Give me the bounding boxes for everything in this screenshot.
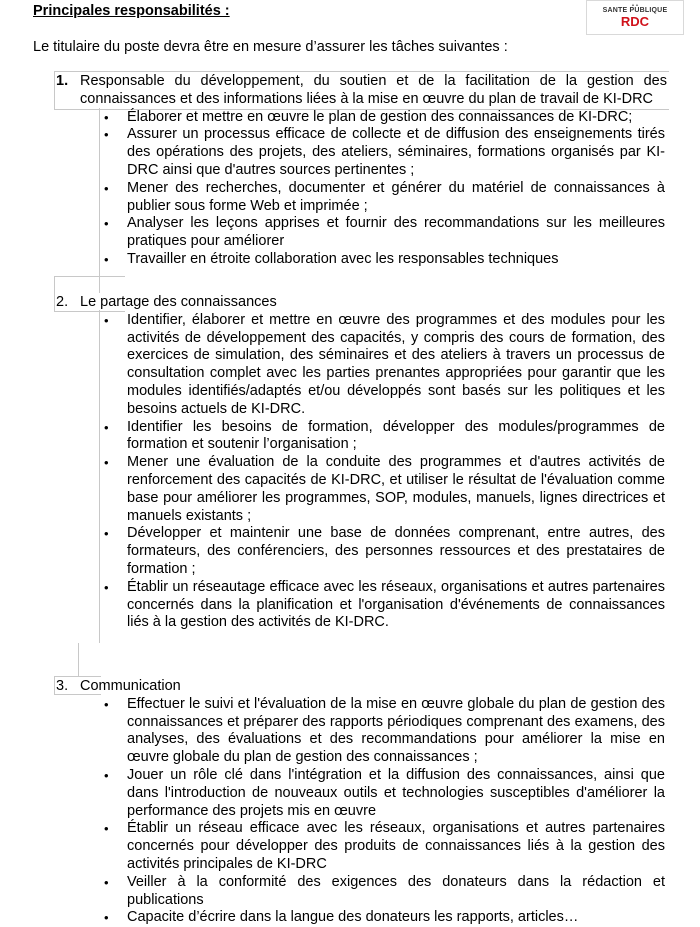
- list-item-text: Capacite d’écrire dans la langue des donateurs les rapports, articles…: [127, 909, 579, 926]
- logo: [586, 0, 684, 35]
- list-item-text: Effectuer le suivi et l'évaluation de la mise en œuvre globale du plan de gestion des connaissances et préparer des rapports périodiques comprenant des examens, des analyses, des évaluations et des recommandations pour améliorer la mise en œuvre globale du plan de gestion des connaissances ;: [127, 695, 665, 766]
- list-item-text: Élaborer et mettre en œuvre le plan de gestion des connaissances de KI-DRC;: [127, 108, 633, 125]
- list-item-text: Identifier les besoins de formation, développer des modules/programmes de formation et soutenir l’organisation ;: [127, 418, 665, 453]
- task-list: [0, 696, 700, 927]
- list-item: [0, 696, 665, 767]
- list-item-text: Analyser les leçons apprises et fournir des recommandations sur les meilleures pratiques pour améliorer: [127, 215, 665, 250]
- bullet-icon: •: [104, 910, 109, 926]
- section-title-text: Communication: [80, 678, 181, 694]
- logo-line2: RDC: [620, 14, 650, 29]
- section-number: 1.: [56, 73, 69, 89]
- section-title-text: Le partage des connaissances: [80, 294, 277, 310]
- logo-line1: SANTE PUBLIQUE: [602, 7, 668, 14]
- list-item-text: Établir un réseau efficace avec les réseaux, organisations et autres partenaires concernés pour développer des produits de connaissances liés à la gestion des activités principales de KI-DRC: [127, 820, 665, 872]
- section-title: [0, 73, 667, 109]
- list-item: [0, 579, 665, 632]
- list-item-text: Travailler en étroite collaboration avec les responsables techniques: [127, 250, 559, 267]
- bullet-icon: •: [104, 874, 109, 890]
- list-item: [0, 180, 665, 216]
- section-heading: Principales responsabilités :: [33, 3, 230, 19]
- section-title: [0, 294, 667, 312]
- list-item: [0, 820, 665, 873]
- section-title: [0, 678, 667, 696]
- list-item-text: Jouer un rôle clé dans l'intégration et la diffusion des connaissances, ainsi que dans l'introduction de nouveaux outils et technologies susceptibles d'améliorer la performance des projets mis en œuvre: [127, 766, 665, 819]
- task-list: [0, 109, 700, 269]
- list-item: [0, 215, 665, 251]
- bullet-icon: •: [104, 455, 109, 471]
- responsibility-section-3: [0, 678, 700, 927]
- bullet-icon: •: [104, 526, 109, 542]
- bullet-icon: •: [104, 821, 109, 837]
- bullet-icon: •: [104, 216, 109, 232]
- responsibility-section-1: [0, 73, 700, 269]
- list-item: [0, 767, 665, 820]
- list-item: [0, 109, 665, 127]
- responsibility-section-2: [0, 294, 700, 632]
- bullet-icon: •: [104, 180, 109, 196]
- list-item-text: Établir un réseautage efficace avec les réseaux, organisations et autres partenaires concernés dans la planification et l'organisation d'événements de connaissances liés à la gestion des activités de KI-DRC.: [127, 578, 665, 631]
- bullet-icon: •: [104, 109, 109, 125]
- list-item-text: Identifier, élaborer et mettre en œuvre des programmes et des modules pour les activités de développement des capacités, y compris des cours de formation, des exercices de simulation, des séminaires et des ateliers à travers un processus de consultation complet avec les parties prenantes appropriées pour garantir que les modules identifiés/adaptés et/ou développés sont basés sur les politiques et les besoins actuels de KI-DRC.: [127, 311, 665, 417]
- list-item-text: Mener des recherches, documenter et générer du matériel de connaissances à publier sous forme Web et imprimée ;: [127, 179, 665, 214]
- list-item: [0, 874, 665, 910]
- table-frame: [78, 643, 79, 676]
- list-item: [0, 419, 665, 455]
- bullet-icon: •: [104, 579, 109, 595]
- bullet-icon: •: [104, 419, 109, 435]
- intro-paragraph: Le titulaire du poste devra être en mesure d’assurer les tâches suivantes :: [33, 39, 508, 55]
- list-item-text: Développer et maintenir une base de données comprenant, entre autres, des formateurs, des conférenciers, des personnes ressources et des prestataires de formation ;: [127, 525, 665, 577]
- logo-emblem-icon: ▲▲: [631, 2, 639, 7]
- list-item: [0, 126, 665, 179]
- list-item: [0, 251, 665, 269]
- list-item: [0, 525, 665, 578]
- list-item: [0, 909, 665, 927]
- bullet-icon: •: [104, 767, 109, 783]
- bullet-icon: •: [104, 312, 109, 328]
- bullet-icon: •: [104, 251, 109, 267]
- list-item-text: Veiller à la conformité des exigences des donateurs dans la rédaction et publications: [127, 873, 665, 908]
- section-number: 2.: [56, 294, 69, 310]
- list-item: [0, 454, 665, 525]
- task-list: [0, 312, 700, 632]
- list-item-text: Assurer un processus efficace de collecte et de diffusion des enseignements tirés des opérations des projets, des ateliers, séminaires, formations organisés par KI-DRC ainsi que d'autres sources pertinentes ;: [127, 126, 665, 178]
- list-item: [0, 312, 665, 419]
- section-number: 3.: [56, 678, 69, 694]
- section-title-text: Responsable du développement, du soutien et de la facilitation de la gestion des connaissances et des informations liées à la mise en œuvre du plan de travail de KI-DRC: [80, 73, 667, 107]
- list-item-text: Mener une évaluation de la conduite des programmes et d'autres activités de renforcement des capacités de KI-DRC, et utiliser le résultat de l'évaluation comme base pour améliorer les programmes, SOP, modules, manuels, lignes directrices et manuels existants ;: [127, 454, 665, 524]
- bullet-icon: •: [104, 696, 109, 712]
- bullet-icon: •: [104, 127, 109, 143]
